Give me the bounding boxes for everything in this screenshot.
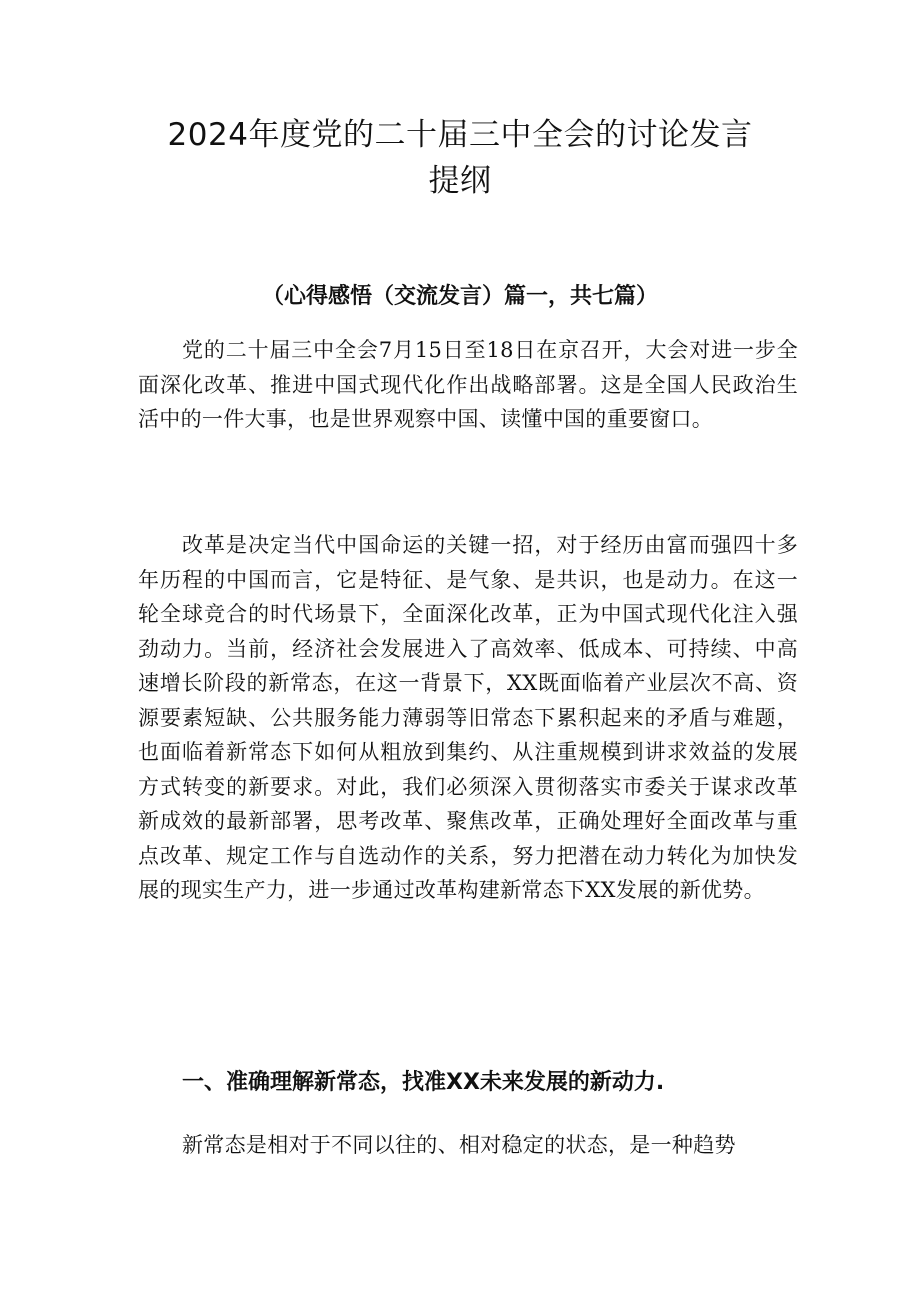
title-line-1: 2024年度党的二十届三中全会的讨论发言 (167, 117, 753, 153)
paragraph-intro: 党的二十届三中全会7月15日至18日在京召开，大会对进一步全面深化改革、推进中国式现代化作出战略部署。这是全国人民政治生活中的一件大事，也是世界观察中国、读懂中国的重要窗口。 (138, 338, 798, 431)
document-subtitle: （心得感悟（交流发言）篇一，共七篇） (261, 284, 658, 309)
document-title (120, 112, 800, 204)
paragraph-new-normal: 新常态是相对于不同以往的、相对稳定的状态，是一种趋势 (182, 1133, 736, 1157)
paragraph-reform: 改革是决定当代中国命运的关键一招，对于经历由富而强四十多年历程的中国而言，它是特征、是气象、是共识，也是动力。在这一轮全球竞合的时代场景下，全面深化改革，正为中国式现代化注入强劲动力。当前，经济社会发展进入了高效率、低成本、可持续、中高速增长阶段的新常态，在这一背景下，XX既面临着产业层次不高、资源要素短缺、公共服务能力薄弱等旧常态下累积起来的矛盾与难题，也面临着新常态下如何从粗放到集约、从注重规模到讲求效益的发展方式转变的新要求。对此，我们必须深入贯彻落实市委关于谋求改革新成效的最新部署，思考改革、聚焦改革，正确处理好全面改革与重点改革、规定工作与自选动作的关系，努力把潜在动力转化为加快发展的现实生产力，进一步通过改革构建新常态下XX发展的新优势。 (138, 533, 798, 902)
title-line-2: 提纲 (428, 163, 492, 199)
section-heading-1: 一、准确理解新常态，找准XX未来发展的新动力. (182, 1070, 665, 1095)
